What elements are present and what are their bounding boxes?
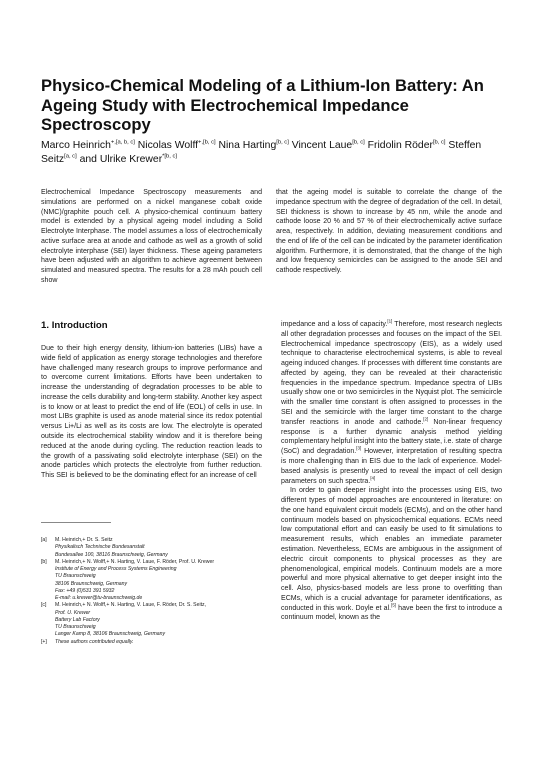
introduction-left-column xyxy=(41,344,262,481)
author-affiliation-marker: [b, c] xyxy=(432,139,446,146)
affiliation-line: TU Braunschweig xyxy=(55,573,96,580)
affiliations-footnote xyxy=(41,537,266,646)
author-name: Fridolin Röder xyxy=(367,140,433,151)
affiliation-entry xyxy=(41,639,266,646)
text-run: Non-linear frequency response is a further dynamic analysis method yielding complementary helpful insight into the battery state, i.e. state of charge (SoC) and degradation. xyxy=(281,418,502,456)
author-affiliation-marker: +,[a, b, c] xyxy=(110,139,135,146)
author-affiliation-marker: [b, c] xyxy=(276,139,289,146)
author-affiliation-marker: *[b, c] xyxy=(162,153,177,160)
affiliation-line: Langer Kamp 8, 38106 Braunschweig, Germany xyxy=(55,631,166,638)
text-run: have been the first to introduce a continuum model, known as the xyxy=(281,604,503,622)
affiliation-line: M. Heinrich,+ N. Wolff,+ N. Harting, V. Laue, F. Röder, Dr. S. Seitz, xyxy=(55,602,207,609)
affiliation-line: Fax: +49 (0)531 391 5932 xyxy=(55,587,115,594)
affiliation-line: These authors contributed equally. xyxy=(55,638,134,645)
author-affiliation-marker: +,[b, c] xyxy=(198,139,216,146)
author-separator: and xyxy=(76,154,100,166)
affiliation-label: [c] xyxy=(41,602,47,609)
author-name: Nicolas Wolff xyxy=(137,140,199,151)
author-name: Nina Harting xyxy=(218,140,277,151)
author-name: Steffen Seitz xyxy=(41,140,482,166)
intro-paragraph-2 xyxy=(281,320,502,486)
affiliation-line: M. Heinrich,+ N. Wolff,+ N. Harting, V. Laue, F. Röder, Prof. U. Krewer xyxy=(55,558,215,565)
intro-paragraph-3 xyxy=(281,486,502,623)
text-run: Therefore, most research neglects all other degradation processes and focuses on the impact of the SEI. Electrochemical impedance spectroscopy (EIS), as a widely used technique to characterise electrochemical systems, is able to reveal ageing induced changes. If processes with different time constants are affected by ageing, they can be revealed at their characteristic frequencies in the impedance spectrum. Impedance spectra of LIBs usually show one or two semicircles in the Nyquist plot. The semicircle with the smaller time constant is often assigned to processes in the SEI and the semicircle with the larger time constant to the charge transfer reactions in anode and cathode. xyxy=(281,321,502,426)
abstract-left-column xyxy=(41,188,262,286)
affiliation-line[interactable]: E-mail: u.krewer@tu-braunschweig.de xyxy=(55,595,143,601)
affiliation-entry xyxy=(41,537,266,559)
citation-reference[interactable]: [1] xyxy=(387,318,393,324)
abstract-right-column xyxy=(276,188,502,276)
text-run: impedance and a loss of capacity. xyxy=(281,321,388,328)
paper-title: Physico-Chemical Modeling of a Lithium-Ion Battery: An Ageing Study with Electrochemical Impedance Spectroscopy xyxy=(41,76,484,134)
affiliation-entry xyxy=(41,602,266,638)
introduction-right-column xyxy=(281,320,502,623)
author-affiliation-marker: [a, c] xyxy=(64,153,77,160)
author-name: Marco Heinrich xyxy=(41,140,111,151)
affiliation-line: TU Braunschweig xyxy=(55,624,96,630)
affiliation-label: [b] xyxy=(41,558,47,565)
affiliation-line: M. Heinrich,+ Dr. S. Seitz xyxy=(55,537,113,543)
author-list xyxy=(41,139,511,167)
section-title: Introduction xyxy=(51,320,108,331)
affiliation-line: Battery Lab Factory xyxy=(55,616,100,623)
author-affiliation-marker: [b, c] xyxy=(352,139,365,146)
section-number: 1. xyxy=(41,320,50,331)
affiliation-entry xyxy=(41,559,266,603)
abstract-text-right: that the ageing model is suitable to correlate the change of the impedance spectrum with the degree of degradation of the cell. In detail, SEI thickness is shown to increase by 45 nm, while the anode and cathode loose 20 % and 57 % of their electrochemically active surface area, respectively. In addition, deviating measurement conditions and the end of life of the cell can be indicated by the parameter identification algorithm. Furthermore, it is demonstrated, that the change of the high and low frequency semicircles can be assigned to the anode SEI and cathode respectively. xyxy=(276,189,502,275)
citation-reference[interactable]: [3] xyxy=(356,445,362,451)
footnote-divider xyxy=(41,522,111,523)
text-run: However, interpretation of resulting spectra is more challenging than in EIS due to the lack of experience. Model-based analysis is presently used to reveal the impact of cell design parameters on such spectra. xyxy=(281,448,502,485)
affiliation-label: [+] xyxy=(41,638,47,645)
affiliation-label: [a] xyxy=(41,537,47,543)
citation-reference[interactable]: [5] xyxy=(391,602,396,608)
affiliation-line: Physikalisch Technische Bundesanstalt xyxy=(55,544,145,551)
citation-reference[interactable]: [2] xyxy=(423,416,429,422)
text-run: In order to gain deeper insight into the processes using EIS, two different types of model approaches are encountered in literature: on the one hand equivalent circuit models (ECMs), and on the other hand continuum models based on physicochemical equations. ECMs need low computational effort and can easily be used to fit simulations to measurement results, which enables an immediate parameter estimation. Nevertheless, ECMs are ambiguous in the assignment of electric circuit components to physical processes as they are phenomenological, empirical models. Continuum models are a more powerful and more physical alternative to get deeper insight into the cell. Also, physics-based models are less prone to overfitting than ECMs, which is a crucial advantage for parameter identifications, as conducted in this work. Doyle et al. xyxy=(281,487,502,612)
abstract-text-left: Electrochemical Impedance Spectroscopy measurements and simulations are performed on a nickel manganese cobalt oxide (NMC)/graphite pouch cell. A physico-chemical continuum battery model is extended by a physical ageing model including a Solid Electrolyte Interphase. The model assumes a loss of electrochemically active surface area at anode and cathode as well as a growth of solid electrolyte interphase (SEI) layer thickness. These ageing parameters have been adjusted with an algorithm to achieve agreement between simulated and measured spectra. The results for a 28 mAh pouch cell show xyxy=(41,189,262,285)
affiliation-line: Institute of Energy and Process Systems Engineering xyxy=(55,566,177,572)
affiliation-line: Prof. U. Krewer xyxy=(55,609,91,616)
affiliation-line: 38106 Braunschweig, Germany xyxy=(55,580,128,587)
citation-reference[interactable]: [4] xyxy=(370,475,376,481)
section-heading-introduction xyxy=(41,320,108,331)
author-name: Vincent Laue xyxy=(291,140,353,151)
intro-paragraph-1: Due to their high energy density, lithium-ion batteries (LIBs) have a wide field of application as energy storage technologies and therefore have challenged many research groups to improve performance and to overcome current limitations. Efforts have been undertaken to increase the understanding of degradation processes to be able to increase the cells durability and long-term stability. Another key aspect is to know or at least to predict the end of life (EOL) of cells in use. In most LIBs graphite is used as anode material since its redox potential versus Li+/Li as well as its costs are low. The electrolyte is operated outside its electrochemical stability window and it is therefore being reduced at the anode during cycling. The reduction reaction leads to the growth of a passivating solid electrolyte interphase (SEI) on the anode particles which protects the electrolyte from further reduction. This SEI is believed to be the dominating effect for an increase of cell xyxy=(41,345,262,480)
author-name: Ulrike Krewer xyxy=(99,154,163,166)
affiliation-line: Bundesallee 100, 38116 Braunschweig, Germany xyxy=(55,551,168,558)
